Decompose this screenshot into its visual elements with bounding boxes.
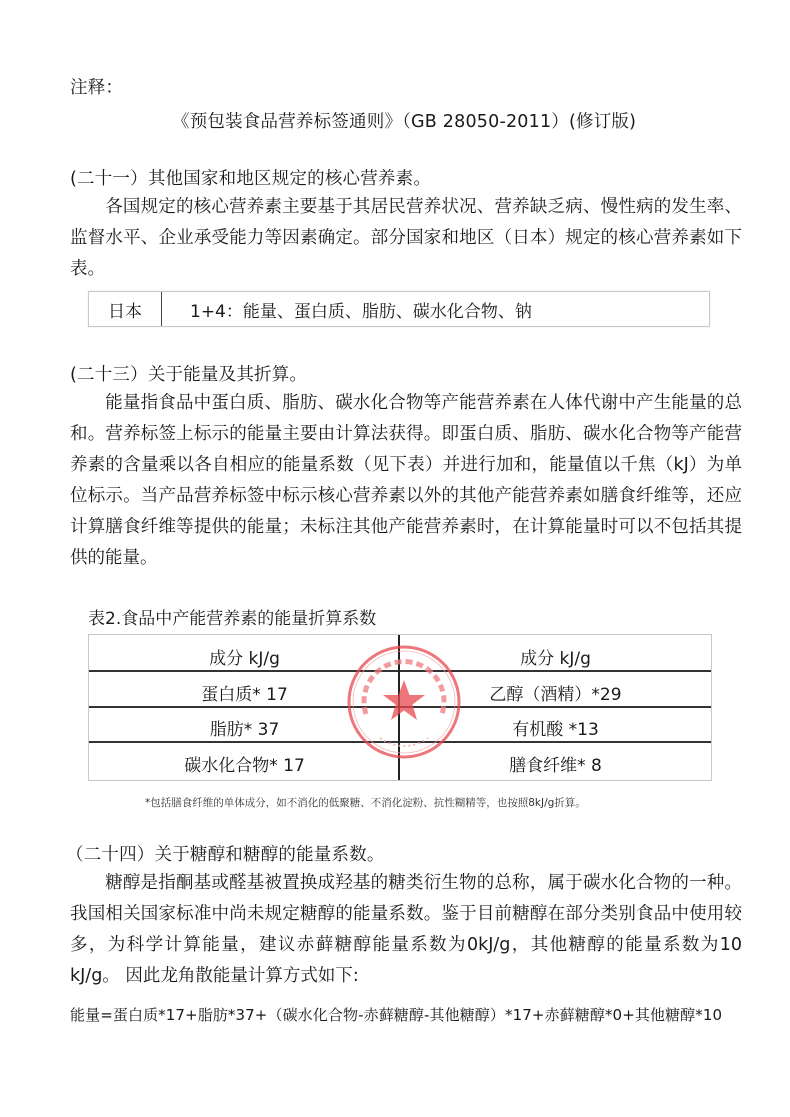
section-21-heading: (二十一）其他国家和地区规定的核心营养素。 bbox=[70, 169, 432, 189]
table-header-row bbox=[89, 644, 711, 669]
table-cell: 有机酸 *13 bbox=[512, 720, 599, 740]
table-header-cell: 成分 kJ/g bbox=[520, 649, 591, 669]
table-cell: 膳食纤维* 8 bbox=[509, 756, 602, 776]
table-row bbox=[89, 751, 711, 776]
japan-nutrients-cell: 1+4：能量、蛋白质、脂肪、碳水化合物、钠 bbox=[190, 301, 532, 322]
section-24-paragraph bbox=[70, 868, 742, 992]
section-23-paragraph bbox=[70, 388, 742, 574]
table-column-divider bbox=[398, 635, 400, 780]
section-21-paragraph-text: 各国规定的核心营养素主要基于其居民营养状况、营养缺乏病、慢性病的发生率、监督水平、企业承受能力等因素确定。部分国家和地区（日本）规定的核心营养素如下表。 bbox=[70, 197, 742, 279]
table-header-cell: 成分 kJ/g bbox=[209, 649, 280, 669]
table-cell: 脂肪* 37 bbox=[209, 720, 280, 740]
section-23-paragraph-text: 能量指食品中蛋白质、脂肪、碳水化合物等产能营养素在人体代谢中产生能量的总和。营养标签上标示的能量主要由计算法获得。即蛋白质、脂肪、碳水化合物等产能营养素的含量乘以各自相应的能量系数（见下表）并进行加和，能量值以千焦（kJ）为单位标示。当产品营养标签中标示核心营养素以外的其他产能营养素如膳食纤维等，还应计算膳食纤维等提供的能量；未标注其他产能营养素时，在计算能量时可以不包括其提供的能量。 bbox=[70, 393, 742, 568]
table-row bbox=[89, 680, 711, 705]
section-24-heading: （二十四）关于糖醇和糖醇的能量系数。 bbox=[66, 845, 385, 865]
energy-factor-table bbox=[88, 634, 712, 781]
table-divider bbox=[89, 670, 711, 672]
section-24-paragraph-text: 糖醇是指酮基或醛基被置换成羟基的糖类衍生物的总称，属于碳水化合物的一种。我国相关国家标准中尚未规定糖醇的能量系数。鉴于目前糖醇在部分类别食品中使用较多，为科学计算能量，建议赤藓糖醇能量系数为0kJ/g，其他糖醇的能量系数为10 kJ/g。 因此龙角散能量计算方式如下: bbox=[70, 873, 742, 986]
table-cell: 碳水化合物* 17 bbox=[184, 756, 305, 776]
standard-title: 《预包装食品营养标签通则》（GB 28050-2011）(修订版) bbox=[172, 112, 637, 132]
japan-nutrients-table bbox=[88, 291, 710, 327]
table-cell: 蛋白质* 17 bbox=[201, 685, 288, 705]
table-divider bbox=[89, 741, 711, 743]
table-2-footnote: *包括膳食纤维的单体成分，如不消化的低聚糖、不消化淀粉、抗性糊精等，也按照8kJ/g折算。 bbox=[145, 797, 586, 809]
table-2-caption: 表2.食品中产能营养素的能量折算系数 bbox=[88, 609, 377, 629]
table-row bbox=[89, 715, 711, 740]
japan-country-cell: 日本 bbox=[89, 292, 162, 326]
energy-formula: 能量=蛋白质*17+脂肪*37+（碳水化合物-赤藓糖醇-其他糖醇）*17+赤藓糖醇*0+其他糖醇*10 bbox=[70, 1006, 723, 1024]
section-23-heading: (二十三）关于能量及其折算。 bbox=[70, 365, 308, 385]
table-divider bbox=[89, 706, 711, 708]
section-21-paragraph bbox=[70, 192, 742, 285]
notes-label: 注释： bbox=[70, 78, 124, 98]
table-cell: 乙醇（酒精）*29 bbox=[489, 685, 622, 705]
